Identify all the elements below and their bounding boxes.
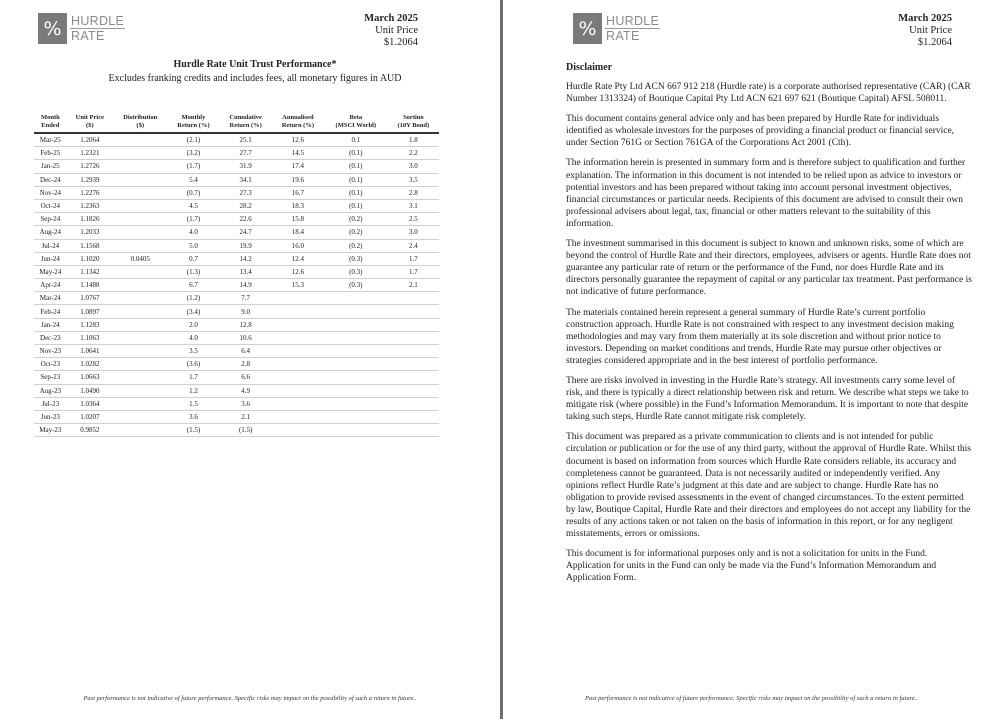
table-cell (272, 292, 324, 305)
table-cell: 3.0 (388, 226, 439, 239)
table-row (34, 265, 439, 278)
table-row (34, 239, 439, 252)
table-cell: May-24 (34, 265, 67, 278)
table-cell: 15.3 (272, 279, 324, 292)
table-cell (272, 384, 324, 397)
column-header-line2: (MSCI World) (335, 122, 377, 129)
table-cell: 4.5 (167, 199, 219, 212)
table-row (34, 397, 439, 410)
table-cell (113, 279, 167, 292)
unit-price-value: $1.2064 (917, 37, 952, 48)
table-cell: (0.1) (324, 147, 388, 160)
column-header-line1: Beta (349, 114, 363, 121)
table-row (34, 186, 439, 199)
table-cell: 0.7 (167, 252, 219, 265)
table-row (34, 424, 439, 437)
table-cell: 6.6 (220, 371, 272, 384)
table-cell: 1.1063 (67, 331, 113, 344)
table-row (34, 371, 439, 384)
table-cell (388, 397, 439, 410)
table-cell: Apr-24 (34, 279, 67, 292)
table-row (34, 384, 439, 397)
table-cell: 4.0 (167, 226, 219, 239)
logo (38, 13, 125, 44)
table-cell: 13.4 (220, 265, 272, 278)
table-row (34, 173, 439, 186)
table-cell: Feb-24 (34, 305, 67, 318)
column-header-line1: Cumulative (229, 114, 262, 121)
table-cell: Mar-25 (34, 133, 67, 147)
unit-price-label: Unit Price (375, 25, 418, 36)
table-cell: 12.6 (272, 265, 324, 278)
unit-price-label: Unit Price (909, 25, 952, 36)
table-cell: (1.7) (167, 213, 219, 226)
table-cell: (3.2) (167, 147, 219, 160)
table-cell: Jul-24 (34, 239, 67, 252)
table-cell (113, 305, 167, 318)
column-header-line1: Month (40, 114, 60, 121)
table-cell: (1.5) (220, 424, 272, 437)
table-cell (113, 371, 167, 384)
table-cell: 1.7 (388, 265, 439, 278)
table-cell (324, 397, 388, 410)
table-cell: 2.8 (388, 186, 439, 199)
table-cell (113, 424, 167, 437)
table-cell: 27.7 (220, 147, 272, 160)
column-header-line1: Distribution (123, 114, 158, 121)
table-cell: 1.0641 (67, 345, 113, 358)
table-cell: 1.1342 (67, 265, 113, 278)
table-cell: 1.2726 (67, 160, 113, 173)
table-cell: 1.2276 (67, 186, 113, 199)
table-cell: 1.0364 (67, 397, 113, 410)
table-cell (324, 410, 388, 423)
table-cell: 1.2 (167, 384, 219, 397)
table-cell (324, 371, 388, 384)
table-cell: 2.5 (388, 213, 439, 226)
table-cell (113, 358, 167, 371)
table-cell (113, 226, 167, 239)
table-row (34, 305, 439, 318)
table-cell: (3.4) (167, 305, 219, 318)
table-cell: Oct-24 (34, 199, 67, 212)
table-cell: Aug-24 (34, 226, 67, 239)
table-cell (113, 147, 167, 160)
header-right (364, 13, 418, 49)
table-cell: 1.1020 (67, 252, 113, 265)
column-header-line1: Monthly (181, 114, 206, 121)
unit-price-value: $1.2064 (383, 37, 418, 48)
table-cell: Feb-25 (34, 147, 67, 160)
logo-percent-icon: % (573, 13, 602, 44)
table-cell (113, 410, 167, 423)
table-cell: 14.5 (272, 147, 324, 160)
table-cell (113, 265, 167, 278)
column-header-line2: ($) (86, 122, 94, 129)
table-cell: 2.4 (388, 239, 439, 252)
table-cell: Dec-23 (34, 331, 67, 344)
table-row (34, 213, 439, 226)
column-header-line2: Return (%) (177, 122, 210, 129)
table-cell: 19.9 (220, 239, 272, 252)
column-header-line2: ($) (136, 122, 145, 129)
table-cell (113, 331, 167, 344)
table-cell (272, 371, 324, 384)
table-cell: May-23 (34, 424, 67, 437)
table-cell (113, 213, 167, 226)
logo-line2: RATE (606, 29, 640, 43)
table-row (34, 199, 439, 212)
table-cell: Dec-24 (34, 173, 67, 186)
performance-table (34, 108, 439, 437)
table-row (34, 160, 439, 173)
column-header (220, 108, 272, 133)
table-cell: 1.8 (388, 133, 439, 147)
table-row (34, 331, 439, 344)
table-cell: 3.5 (388, 173, 439, 186)
table-cell (388, 305, 439, 318)
table-cell: Jun-23 (34, 410, 67, 423)
table-cell: 2.1 (388, 279, 439, 292)
table-cell (388, 345, 439, 358)
table-cell (272, 305, 324, 318)
table-cell (272, 318, 324, 331)
table-header-row (34, 108, 439, 133)
column-header (388, 108, 439, 133)
table-cell: 4.0 (167, 331, 219, 344)
column-header (167, 108, 219, 133)
column-header (324, 108, 388, 133)
table-cell: 12.8 (220, 318, 272, 331)
table-cell (113, 239, 167, 252)
table-cell (324, 305, 388, 318)
table-cell: (0.2) (324, 213, 388, 226)
table-cell (388, 410, 439, 423)
table-row (34, 318, 439, 331)
table-cell: 4.9 (220, 384, 272, 397)
table-cell (272, 331, 324, 344)
table-cell: 34.1 (220, 173, 272, 186)
table-cell (272, 397, 324, 410)
table-cell: (2.1) (167, 133, 219, 147)
disclaimer-body (566, 81, 972, 592)
table-cell: 25.1 (220, 133, 272, 147)
table-cell (272, 345, 324, 358)
disclaimer-title: Disclaimer (566, 62, 613, 73)
column-header-line2: Return (%) (229, 122, 262, 129)
table-cell: Oct-23 (34, 358, 67, 371)
column-header-line2: (10Y Bond) (397, 122, 430, 129)
table-cell: 1.2939 (67, 173, 113, 186)
table-cell: Sep-23 (34, 371, 67, 384)
table-cell: 1.2321 (67, 147, 113, 160)
disclaimer-paragraph: This document was prepared as a private communication to clients and is not intended for public circulation or publication or for the use of any third party, without the approval of Hurdle Rate. Whilst this document is based on information from sources which Hurdle Rate considers reliable, its accuracy and completeness cannot be guaranteed. Data is not necessarily audited or independently verified. Any opinions reflect Hurdle Rate’s judgment at this date and are subject to change. Hurdle Rate has no obligation to provide revised assessments in the event of changed circumstances. To the extent permitted by law, Boutique Capital, Hurdle Rate and their directors and employees do not accept any liability for the results of any actions taken or not taken on the basis of information in this report, or for any negligent misstatements, errors or omissions. (566, 432, 971, 540)
table-cell: (0.7) (167, 186, 219, 199)
table-cell: 1.7 (167, 371, 219, 384)
header-right (898, 13, 952, 49)
disclaimer-paragraph: The materials contained herein represent a general summary of Hurdle Rate’s current portfolio construction approach. Hurdle Rate is not constrained with respect to any investment decision making methodologies and may vary from them materially at its sole discretion and without prior notice to investors. Depending on market conditions and trends, Hurdle Rate may pursue other objectives or strategies considered appropriate and in the best interest of portfolio performance. (566, 307, 954, 366)
table-cell: 6.4 (220, 345, 272, 358)
table-cell: 1.1283 (67, 318, 113, 331)
table-cell (388, 384, 439, 397)
disclaimer-paragraph: There are risks involved in investing in the Hurdle Rate’s strategy. All investments carry some level of risk, and there is typically a direct relationship between risk and return. We describe what steps we take to mitigate risk (where possible) in the Fund’s Information Memorandum. It is important to note that despite taking such steps, Hurdle Rate cannot mitigate risk completely. (566, 375, 969, 423)
table-subtitle: Excludes franking credits and includes fees, all monetary figures in AUD (108, 73, 402, 84)
table-cell: 15.8 (272, 213, 324, 226)
table-cell: 1.0663 (67, 371, 113, 384)
table-cell (272, 424, 324, 437)
table-cell: Nov-24 (34, 186, 67, 199)
table-cell: 16.7 (272, 186, 324, 199)
table-cell: 10.6 (220, 331, 272, 344)
table-cell (388, 331, 439, 344)
table-cell: 18.3 (272, 199, 324, 212)
logo (573, 13, 660, 44)
page-disclaimer (503, 0, 1000, 719)
table-cell (113, 133, 167, 147)
table-row (34, 279, 439, 292)
table-cell (113, 186, 167, 199)
logo-line2: RATE (71, 29, 105, 43)
disclaimer-paragraph: The investment summarised in this document is subject to known and unknown risks, some of which are beyond the control of Hurdle Rate and their directors, employees, advisers or agents. Hurdle Rate does not guarantee any particular rate of return or the performance of the Fund, nor does Hurdle Rate and its directors personally guarantee the repayment of capital or any particular tax treatment. Past performance is not indicative of future performance. (566, 239, 972, 298)
table-cell: 31.9 (220, 160, 272, 173)
table-row (34, 252, 439, 265)
table-cell: (1.2) (167, 292, 219, 305)
table-cell: (1.7) (167, 160, 219, 173)
table-cell: (0.3) (324, 265, 388, 278)
table-row (34, 410, 439, 423)
table-cell: 1.7 (388, 252, 439, 265)
column-header-line1: Unit Price (75, 114, 104, 121)
table-cell: (1.5) (167, 424, 219, 437)
table-cell: 0.9852 (67, 424, 113, 437)
table-row (34, 292, 439, 305)
column-header (34, 108, 67, 133)
table-cell (388, 371, 439, 384)
header-month: March 2025 (898, 13, 952, 24)
table-cell: (0.2) (324, 226, 388, 239)
table-cell: 14.2 (220, 252, 272, 265)
table-cell (113, 397, 167, 410)
table-cell (388, 318, 439, 331)
table-cell: 5.0 (167, 239, 219, 252)
disclaimer-paragraph: This document contains general advice only and has been prepared by Hurdle Rate for individuals identified as wholesale investors for the purposes of providing a financial product or financial service, under Section 761G or Section 761GA of the Corporations Act 2001 (Cth). (566, 114, 955, 149)
table-cell: (0.3) (324, 279, 388, 292)
table-cell: (0.1) (324, 160, 388, 173)
footer-note: Past performance is not indicative of future performance. Specific risks may impact on the possibility of such a return in future.. (83, 695, 417, 702)
table-cell (113, 318, 167, 331)
table-cell: 3.6 (220, 397, 272, 410)
table-cell (272, 410, 324, 423)
table-row (34, 147, 439, 160)
table-cell: 1.1488 (67, 279, 113, 292)
table-cell: 0.0405 (113, 252, 167, 265)
table-cell: 19.6 (272, 173, 324, 186)
table-row (34, 358, 439, 371)
table-cell: 16.0 (272, 239, 324, 252)
column-header (272, 108, 324, 133)
table-cell: 1.0282 (67, 358, 113, 371)
logo-line1: HURDLE (606, 14, 660, 28)
column-header-line1: Annualised (282, 114, 314, 121)
table-cell: Jan-24 (34, 318, 67, 331)
table-cell: 1.1826 (67, 213, 113, 226)
table-cell: Sep-24 (34, 213, 67, 226)
column-header (113, 108, 167, 133)
table-cell: 28.2 (220, 199, 272, 212)
table-cell: 12.6 (272, 133, 324, 147)
table-cell: 24.7 (220, 226, 272, 239)
table-cell: Aug-23 (34, 384, 67, 397)
column-header (67, 108, 113, 133)
table-cell: Nov-23 (34, 345, 67, 358)
table-cell: 1.0490 (67, 384, 113, 397)
table-cell: Mar-24 (34, 292, 67, 305)
table-cell: 3.6 (167, 410, 219, 423)
table-cell (113, 384, 167, 397)
table-cell: 2.0 (167, 318, 219, 331)
header-month: March 2025 (364, 13, 418, 24)
table-cell: Jul-23 (34, 397, 67, 410)
column-header-line2: Ended (41, 122, 60, 129)
disclaimer-paragraph: This document is for informational purposes only and is not a solicitation for units in the Fund. Application for units in the Fund can only be made via the Fund’s Information Memorandum and Application Form. (566, 549, 937, 584)
footer-note: Past performance is not indicative of future performance. Specific risks may impact on the possibility of such a return in future.. (584, 695, 919, 702)
table-cell (113, 173, 167, 186)
table-row (34, 226, 439, 239)
table-cell (324, 345, 388, 358)
table-cell: (1.3) (167, 265, 219, 278)
table-cell (324, 424, 388, 437)
table-cell: (0.1) (324, 199, 388, 212)
table-cell: 3.0 (388, 160, 439, 173)
table-cell: Jun-24 (34, 252, 67, 265)
table-cell: (0.2) (324, 239, 388, 252)
table-cell (324, 358, 388, 371)
table-cell (388, 358, 439, 371)
table-cell (113, 292, 167, 305)
table-cell: 9.0 (220, 305, 272, 318)
table-cell (272, 358, 324, 371)
table-row (34, 345, 439, 358)
table-cell (388, 292, 439, 305)
table-cell: 18.4 (272, 226, 324, 239)
table-cell: 12.4 (272, 252, 324, 265)
table-cell: 3.1 (388, 199, 439, 212)
table-cell (324, 384, 388, 397)
table-cell: 1.0767 (67, 292, 113, 305)
table-cell (324, 331, 388, 344)
table-cell: 1.5 (167, 397, 219, 410)
disclaimer-paragraph: The information herein is presented in summary form and is therefore subject to qualification and further explanation. The information in this document is not intended to be relied upon as advice to investors or potential investors and has been prepared without taking into account personal investment objectives, financial circumstances or particular needs. Recipients of this document are advised to consult their own professional advisers about legal, tax, financial or other matters relevant to the suitability of this information. (566, 158, 966, 229)
table-cell: 3.5 (167, 345, 219, 358)
table-cell: 6.7 (167, 279, 219, 292)
table-cell: (0.1) (324, 173, 388, 186)
table-cell: 14.9 (220, 279, 272, 292)
table-cell: (3.6) (167, 358, 219, 371)
table-cell: 2.8 (220, 358, 272, 371)
table-cell: 2.1 (220, 410, 272, 423)
table-cell: 1.2363 (67, 199, 113, 212)
table-cell: 5.4 (167, 173, 219, 186)
table-cell: 1.0897 (67, 305, 113, 318)
table-cell (324, 318, 388, 331)
column-header-line2: Return (%) (281, 122, 315, 129)
table-cell: (0.1) (324, 186, 388, 199)
table-cell: 1.2033 (67, 226, 113, 239)
table-title: Hurdle Rate Unit Trust Performance* (173, 59, 337, 70)
logo-percent-icon: % (38, 13, 67, 44)
table-cell: 0.1 (324, 133, 388, 147)
table-cell: 1.1568 (67, 239, 113, 252)
table-cell: Jan-25 (34, 160, 67, 173)
logo-line1: HURDLE (71, 14, 125, 28)
table-cell: 27.3 (220, 186, 272, 199)
table-row (34, 133, 439, 147)
table-cell: 2.2 (388, 147, 439, 160)
table-cell (113, 345, 167, 358)
table-cell (324, 292, 388, 305)
table-cell (113, 160, 167, 173)
table-cell (113, 199, 167, 212)
table-cell: 22.6 (220, 213, 272, 226)
table-cell: (0.3) (324, 252, 388, 265)
table-cell: 1.0207 (67, 410, 113, 423)
column-header-line1: Sortino (403, 114, 424, 121)
table-cell (388, 424, 439, 437)
disclaimer-paragraph: Hurdle Rate Pty Ltd ACN 667 912 218 (Hurdle rate) is a corporate authorised representative (CAR) (CAR Number 1313324) of Boutique Capital Pty Ltd ACN 621 697 621 (Boutique Capital) AFSL 508011. (566, 82, 971, 105)
table-cell: 7.7 (220, 292, 272, 305)
table-cell: 17.4 (272, 160, 324, 173)
table-cell: 1.2064 (67, 133, 113, 147)
